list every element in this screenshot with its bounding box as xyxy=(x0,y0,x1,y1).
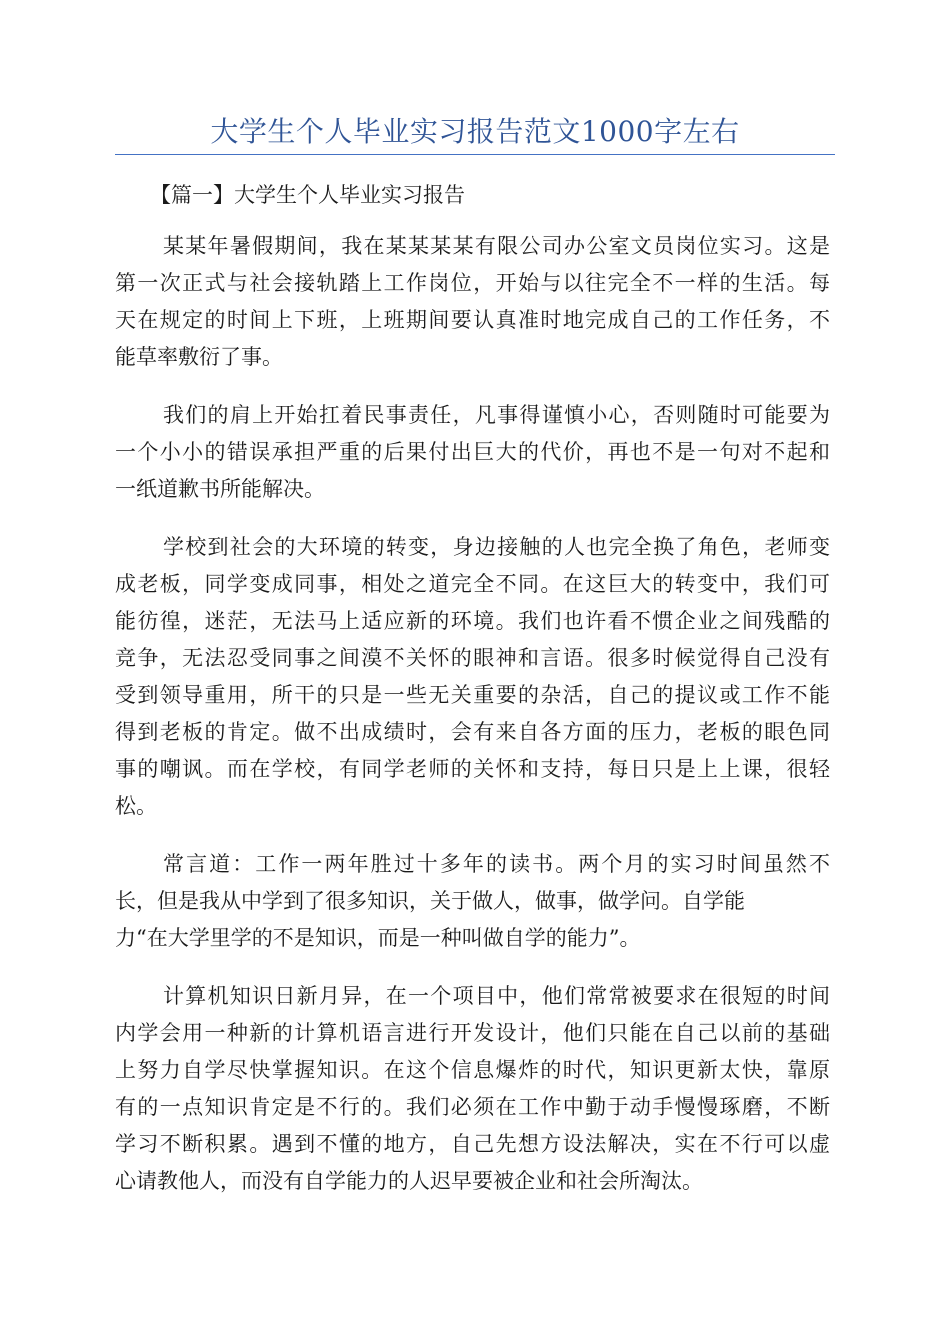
text-line: 受到领导重用，所干的只是一些无关重要的杂活，自己的提议或工作不能 xyxy=(115,683,830,707)
paragraph xyxy=(115,846,830,957)
text-line: 竞争，无法忍受同事之间漠不关怀的眼神和言语。很多时候觉得自己没有 xyxy=(115,646,830,670)
paragraph xyxy=(115,397,830,508)
text-line: 学校到社会的大环境的转变，身边接触的人也完全换了角色，老师变 xyxy=(163,535,830,559)
text-line: 第一次正式与社会接轨踏上工作岗位，开始与以往完全不一样的生活。每 xyxy=(115,271,830,295)
title-underline xyxy=(115,154,835,155)
text-line: 学习不断积累。遇到不懂的地方，自己先想方设法解决，实在不行可以虚 xyxy=(115,1132,830,1156)
text-line: 事的嘲讽。而在学校，有同学老师的关怀和支持，每日只是上上课，很轻 xyxy=(115,757,830,781)
paragraph xyxy=(115,228,830,376)
paragraph xyxy=(115,978,830,1200)
text-line: 有的一点知识肯定是不行的。我们必须在工作中勤于动手慢慢琢磨，不断 xyxy=(115,1095,830,1119)
text-line: 能草率敷衍了事。 xyxy=(115,345,283,369)
text-line: 我们的肩上开始扛着民事责任，凡事得谨慎小心，否则随时可能要为 xyxy=(163,403,830,427)
text-line: 得到老板的肯定。做不出成绩时，会有来自各方面的压力，老板的眼色同 xyxy=(115,720,830,744)
text-line: 松。 xyxy=(115,794,157,818)
text-line: 能彷徨，迷茫，无法马上适应新的环境。我们也许看不惯企业之间残酷的 xyxy=(115,609,830,633)
text-line: 一个小小的错误承担严重的后果付出巨大的代价，再也不是一句对不起和 xyxy=(115,440,830,464)
section-heading: 【篇一】大学生个人毕业实习报告 xyxy=(150,183,465,207)
text-line: 某某年暑假期间，我在某某某某有限公司办公室文员岗位实习。这是 xyxy=(163,234,830,258)
text-line: 内学会用一种新的计算机语言进行开发设计，他们只能在自己以前的基础 xyxy=(115,1021,830,1045)
text-line: 力“在大学里学的不是知识，而是一种叫做自学的能力”。 xyxy=(115,926,641,950)
text-line: 心请教他人，而没有自学能力的人迟早要被企业和社会所淘汰。 xyxy=(115,1169,703,1193)
document-title: 大学生个人毕业实习报告范文1000字左右 xyxy=(210,115,740,148)
text-line: 常言道：工作一两年胜过十多年的读书。两个月的实习时间虽然不 xyxy=(163,852,830,876)
text-line: 长，但是我从中学到了很多知识，关于做人，做事，做学问。自学能 xyxy=(115,889,745,913)
text-line: 一纸道歉书所能解决。 xyxy=(115,477,325,501)
text-line: 天在规定的时间上下班，上班期间要认真准时地完成自己的工作任务，不 xyxy=(115,308,830,332)
paragraph xyxy=(115,529,830,825)
text-line: 计算机知识日新月异，在一个项目中，他们常常被要求在很短的时间 xyxy=(163,984,830,1008)
text-line: 上努力自学尽快掌握知识。在这个信息爆炸的时代，知识更新太快，靠原 xyxy=(115,1058,830,1082)
text-line: 成老板，同学变成同事，相处之道完全不同。在这巨大的转变中，我们可 xyxy=(115,572,830,596)
document-body xyxy=(115,228,830,1221)
